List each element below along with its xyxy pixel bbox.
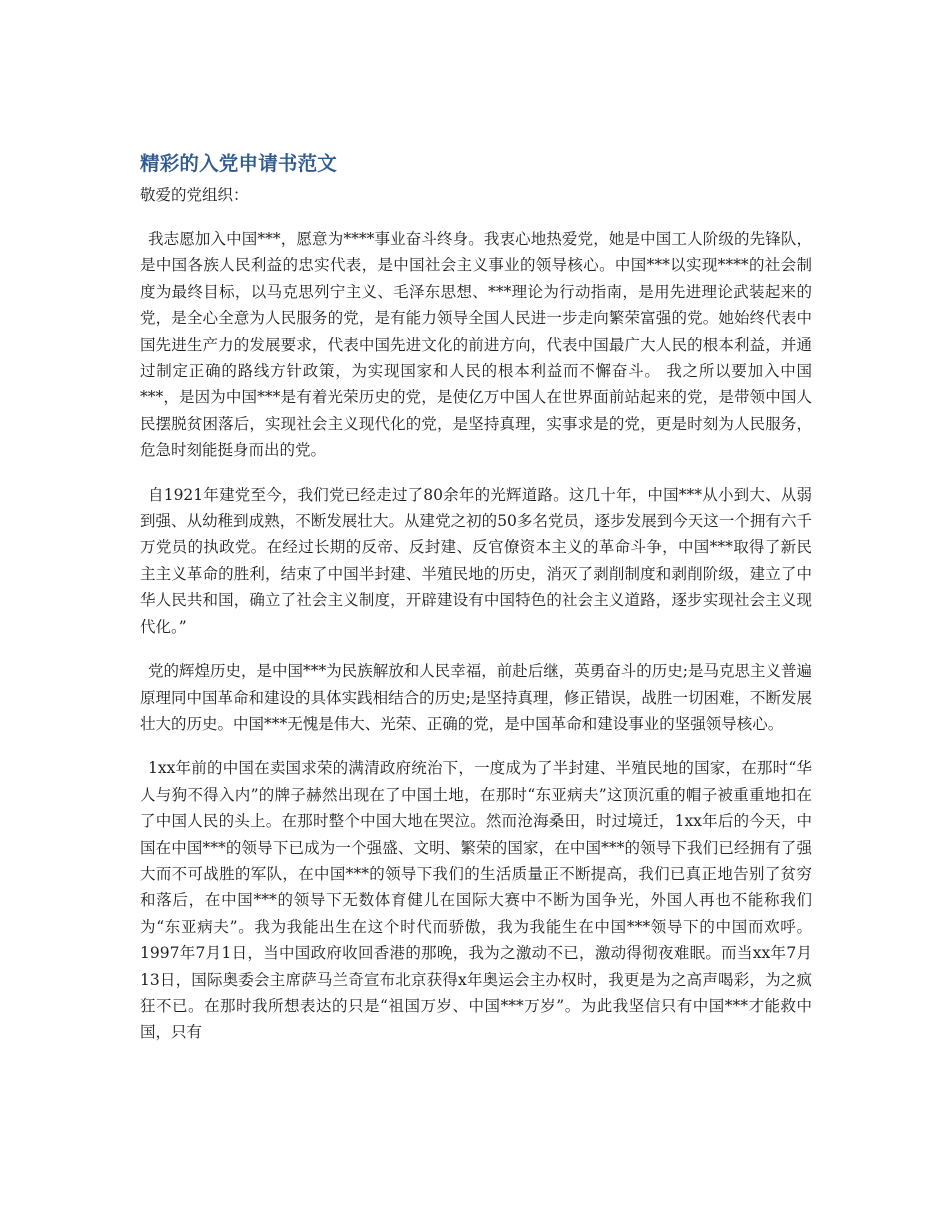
- paragraph-1: 我志愿加入中国***，愿意为****事业奋斗终身。我衷心地热爱党，她是中国工人阶级的先锋队，是中国各族人民利益的忠实代表，是中国社会主义事业的领导核心。中国***以实现****的社会制度为最终目标，以马克思列宁主义、毛泽东思想、***理论为行动指南，是用先进理论武装起来的党，是全心全意为人民服务的党，是有能力领导全国人民进一步走向繁荣富强的党。她始终代表中国先进生产力的发展要求，代表中国先进文化的前进方向，代表中国最广大人民的根本利益，并通过制定正确的路线方针政策，为实现国家和人民的根本利益而不懈奋斗。 我之所以要加入中国***，是因为中国***是有着光荣历史的党，是使亿万中国人在世界面前站起来的党，是带领中国人民摆脱贫困落后，实现社会主义现代化的党，是坚持真理，实事求是的党，更是时刻为人民服务，危急时刻能挺身而出的党。: [140, 230, 812, 460]
- document-page: [140, 150, 812, 1046]
- document-title: 精彩的入党申请书范文: [140, 152, 338, 175]
- paragraph-2: 自1921年建党至今，我们党已经走过了80余年的光辉道路。这几十年，中国***从小到大、从弱到强、从幼稚到成熟，不断发展壮大。从建党之初的50多名党员，逐步发展到今天这一个拥有六千万党员的执政党。在经过长期的反帝、反封建、反官僚资本主义的革命斗争，中国***取得了新民主主义革命的胜利，结束了中国半封建、半殖民地的历史，消灭了剥削制度和剥削阶级，建立了中华人民共和国，确立了社会主义制度，开辟建设有中国特色的社会主义道路，逐步实现社会主义现代化。”: [140, 485, 812, 636]
- paragraph-4: 1xx年前的中国在卖国求荣的满清政府统治下，一度成为了半封建、半殖民地的国家，在那时“华人与狗不得入内”的牌子赫然出现在了中国土地，在那时“东亚病夫”这顶沉重的帽子被重重地扣在了中国人民的头上。在那时整个中国大地在哭泣。然而沧海桑田，时过境迁，1xx年后的今天，中国在中国***的领导下已成为一个强盛、文明、繁荣的国家，在中国***的领导下我们已经拥有了强大而不可战胜的军队，在中国***的领导下我们的生活质量正不断提高，我们已真正地告别了贫穷和落后，在中国***的领导下无数体育健儿在国际大赛中不断为国争光，外国人再也不能称我们为“东亚病夫”。我为我能出生在这个时代而骄傲，我为我能生在中国***领导下的中国而欢呼。1997年7月1日，当中国政府收回香港的那晚，我为之激动不已，激动得彻夜难眠。而当xx年7月13日，国际奥委会主席萨马兰奇宣布北京获得x年奥运会主办权时，我更是为之高声喝彩，为之疯狂不已。在那时我所想表达的只是“祖国万岁、中国***万岁”。为此我坚信只有中国***才能救中国，只有: [140, 759, 812, 1042]
- paragraph-3: 党的辉煌历史，是中国***为民族解放和人民幸福，前赴后继，英勇奋斗的历史;是马克思主义普遍原理同中国革命和建设的具体实践相结合的历史;是坚持真理，修正错误，战胜一切困难，不断发展壮大的历史。中国***无愧是伟大、光荣、正确的党，是中国革命和建设事业的坚强领导核心。: [140, 662, 812, 733]
- salutation: 敬爱的党组织：: [140, 186, 249, 204]
